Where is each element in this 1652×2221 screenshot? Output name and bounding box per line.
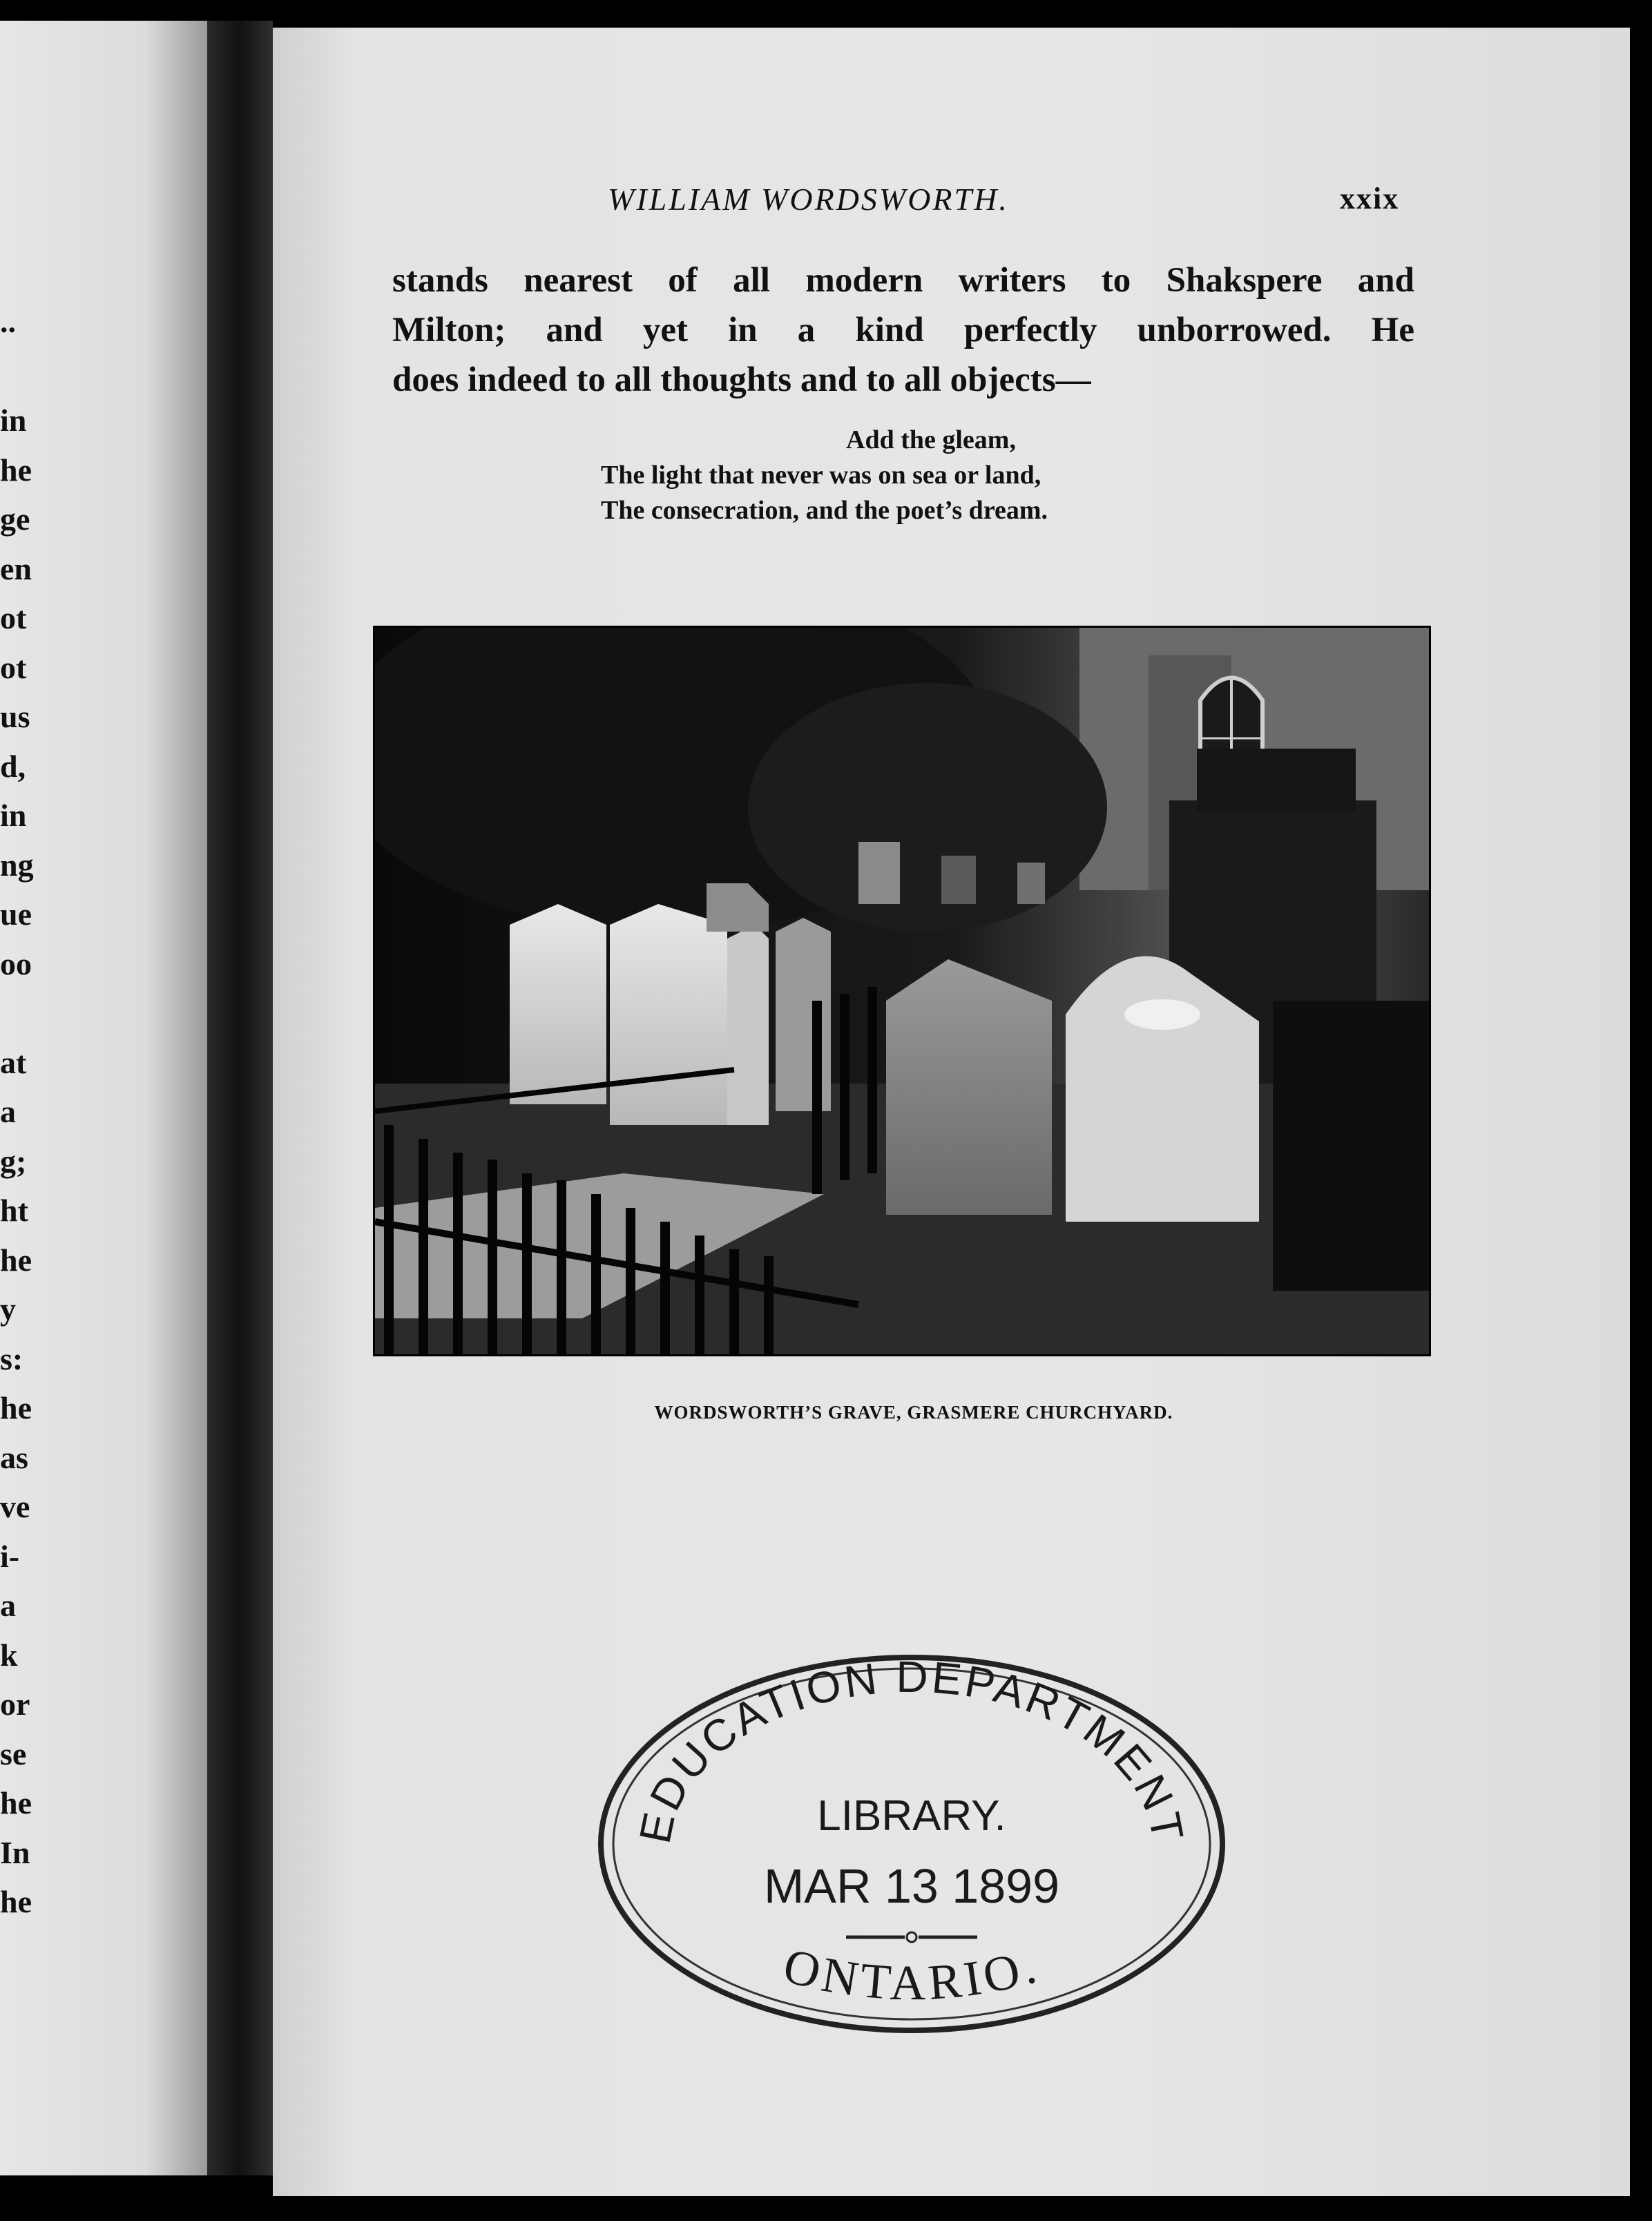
stamp-bottom-arc: ONTARIO. [778,1937,1046,2011]
left-page-fragment: oo [0,945,32,981]
stamp-date: MAR 13 1899 [763,1859,1060,1913]
stamp-svg [587,1644,1236,2041]
library-stamp [587,1644,1236,2041]
body-paragraph [392,256,1414,405]
left-page-fragment: ve [0,1489,30,1524]
left-page-fragment: at [0,1044,27,1080]
churchyard-photograph [373,626,1431,1356]
running-header: WILLIAM WORDSWORTH. [608,182,1009,217]
left-page-fragment: ge [0,501,30,537]
left-page-fragment: k [0,1637,18,1673]
left-page-fragment: a [0,1588,16,1623]
left-page-fragment: us [0,699,30,734]
book-gutter [207,21,273,2175]
left-page-fragment: in [0,798,27,833]
left-page-fragment: ue [0,896,32,932]
left-page-fragment: se [0,1736,27,1771]
verse-line: Add the gleam, [846,425,1016,454]
left-page-fragment: he [0,1785,32,1820]
figure-caption: WORDSWORTH’S GRAVE, GRASMERE CHURCHYARD. [654,1402,1173,1423]
page-number: xxix [1340,182,1400,215]
left-page-fragment [0,347,41,396]
stamp-top-arc: EDUCATION DEPARTMENT [629,1651,1194,1847]
grave-photo-illustration [375,628,1429,1354]
left-page-fragment: ot [0,649,27,685]
left-page-fragment: .. [0,304,16,339]
left-page-fragment: g; [0,1143,27,1179]
left-page-fragment: d, [0,748,26,784]
left-page-fragment: y [0,1291,16,1327]
left-page-fragment: a [0,1094,16,1129]
left-page-fragment: or [0,1686,30,1722]
scan-edge [1630,0,1652,2221]
left-page-fragment: i- [0,1538,20,1574]
left-page-text-fragments [0,297,41,1927]
verse-line: The light that never was on sea or land, [601,461,1041,490]
body-line: stands nearest of all modern writers to Shakspere and [392,261,1414,300]
left-page-fragment: in [0,403,27,438]
left-page-fragment: he [0,1390,32,1425]
left-page-fragment: In [0,1834,30,1870]
left-page-fragment [0,988,41,1038]
left-page-fragment: ot [0,600,27,635]
left-page [0,21,207,2175]
left-page-fragment: ng [0,847,34,883]
stamp-library: LIBRARY. [817,1792,1006,1840]
left-page-fragment: as [0,1439,28,1475]
left-page-fragment: he [0,1884,32,1919]
left-page-fragment: he [0,452,32,488]
body-line: Milton; and yet in a kind perfectly unborrowed. He [392,311,1414,349]
verse-line: The consecration, and the poet’s dream. [601,496,1048,525]
left-page-fragment: s: [0,1340,23,1376]
body-line: does indeed to all thoughts and to all objects— [392,360,1091,399]
left-page-fragment: en [0,550,32,586]
left-page-fragment: he [0,1242,32,1278]
verse-quotation [601,423,1048,528]
left-page-fragment: ht [0,1193,28,1228]
